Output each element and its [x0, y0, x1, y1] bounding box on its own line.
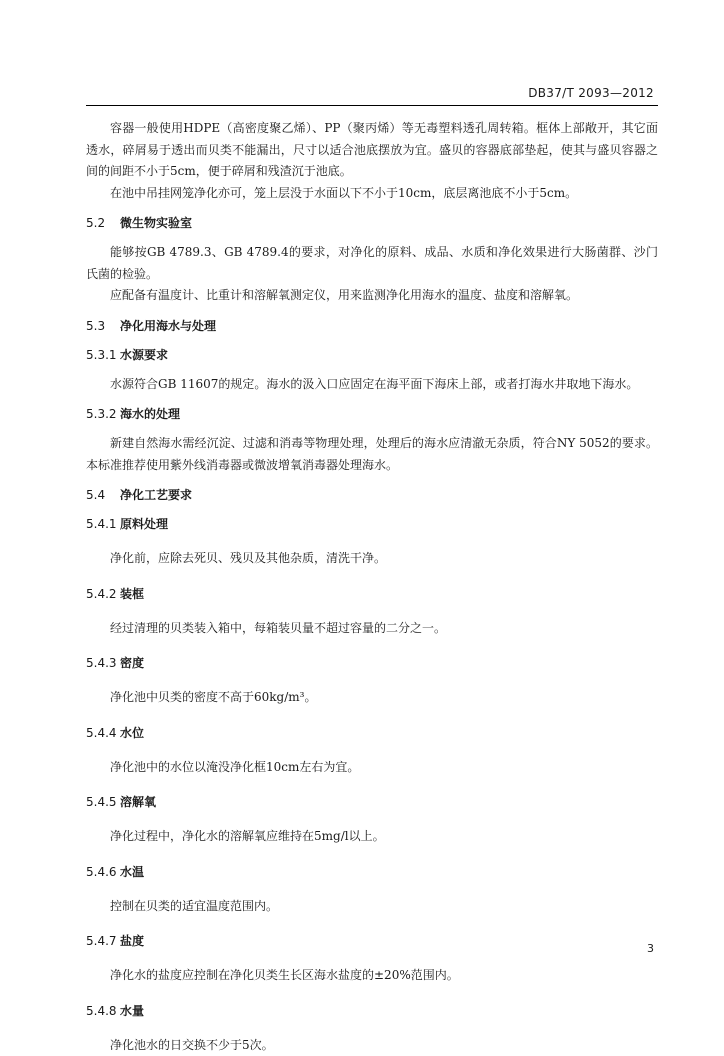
subsection-heading [86, 1001, 658, 1021]
section-title: 水源要求 [120, 348, 168, 362]
paragraph: 控制在贝类的适宜温度范围内。 [86, 896, 658, 918]
section-number: 5.4.4 [86, 723, 120, 743]
subsection-heading [86, 404, 658, 424]
section-title: 密度 [120, 656, 144, 670]
paragraph: 新建自然海水需经沉淀、过滤和消毒等物理处理，处理后的海水应清澈无杂质，符合NY 5052的要求。本标准推荐使用紫外线消毒器或微波增氧消毒器处理海水。 [86, 433, 658, 476]
subsection-heading [86, 514, 658, 534]
paragraph: 应配备有温度计、比重计和溶解氧测定仪，用来监测净化用海水的温度、盐度和溶解氧。 [86, 285, 658, 307]
section-title: 溶解氧 [120, 795, 156, 809]
paragraph: 容器一般使用HDPE（高密度聚乙烯）、PP（聚丙烯）等无毒塑料透孔周转箱。框体上部敞开，其它面透水，碎屑易于透出而贝类不能漏出，尺寸以适合池底摆放为宜。盛贝的容器底部垫起，使其与盛贝容器之间的间距不小于5cm，便于碎屑和残渣沉于池底。 [86, 118, 658, 183]
paragraph: 在池中吊挂网笼净化亦可，笼上层没于水面以下不小于10cm，底层离池底不小于5cm。 [86, 183, 658, 205]
section-number: 5.4.7 [86, 931, 120, 951]
section-heading [86, 485, 658, 505]
section-title: 装框 [120, 587, 144, 601]
section-number: 5.3.2 [86, 404, 120, 424]
header-rule [86, 105, 658, 106]
paragraph: 净化池中贝类的密度不高于60kg/m³。 [86, 687, 658, 709]
section-number: 5.2 [86, 213, 120, 233]
paragraph: 净化前，应除去死贝、残贝及其他杂质，清洗干净。 [86, 548, 658, 570]
section-title: 海水的处理 [120, 407, 180, 421]
paragraph: 能够按GB 4789.3、GB 4789.4的要求，对净化的原料、成品、水质和净化效果进行大肠菌群、沙门氏菌的检验。 [86, 242, 658, 285]
section-heading [86, 316, 658, 336]
section-title: 净化工艺要求 [120, 488, 192, 502]
subsection-heading [86, 723, 658, 743]
section-title: 水温 [120, 865, 144, 879]
subsection-heading [86, 931, 658, 951]
subsection-heading [86, 345, 658, 365]
paragraph: 水源符合GB 11607的规定。海水的汲入口应固定在海平面下海床上部，或者打海水井取地下海水。 [86, 374, 658, 396]
section-title: 水位 [120, 726, 144, 740]
section-title: 净化用海水与处理 [120, 319, 216, 333]
section-number: 5.3 [86, 316, 120, 336]
document-code: DB37/T 2093—2012 [528, 86, 654, 100]
paragraph: 净化池水的日交换不少于5次。 [86, 1035, 658, 1056]
section-title: 微生物实验室 [120, 216, 192, 230]
paragraph: 净化过程中，净化水的溶解氧应维持在5mg/l以上。 [86, 826, 658, 848]
section-number: 5.4.1 [86, 514, 120, 534]
page-number: 3 [647, 942, 654, 955]
paragraph: 净化水的盐度应控制在净化贝类生长区海水盐度的±20%范围内。 [86, 965, 658, 987]
section-title: 盐度 [120, 934, 144, 948]
section-number: 5.4.2 [86, 584, 120, 604]
subsection-heading [86, 862, 658, 882]
paragraph: 净化池中的水位以淹没净化框10cm左右为宜。 [86, 757, 658, 779]
section-number: 5.4.8 [86, 1001, 120, 1021]
section-heading [86, 213, 658, 233]
section-number: 5.4.5 [86, 792, 120, 812]
section-title: 水量 [120, 1004, 144, 1018]
paragraph: 经过清理的贝类装入箱中，每箱装贝量不超过容量的二分之一。 [86, 618, 658, 640]
subsection-heading [86, 653, 658, 673]
section-number: 5.4.6 [86, 862, 120, 882]
section-number: 5.3.1 [86, 345, 120, 365]
subsection-heading [86, 584, 658, 604]
section-number: 5.4.3 [86, 653, 120, 673]
section-number: 5.4 [86, 485, 120, 505]
document-body [86, 118, 658, 1056]
subsection-heading [86, 792, 658, 812]
section-title: 原料处理 [120, 517, 168, 531]
